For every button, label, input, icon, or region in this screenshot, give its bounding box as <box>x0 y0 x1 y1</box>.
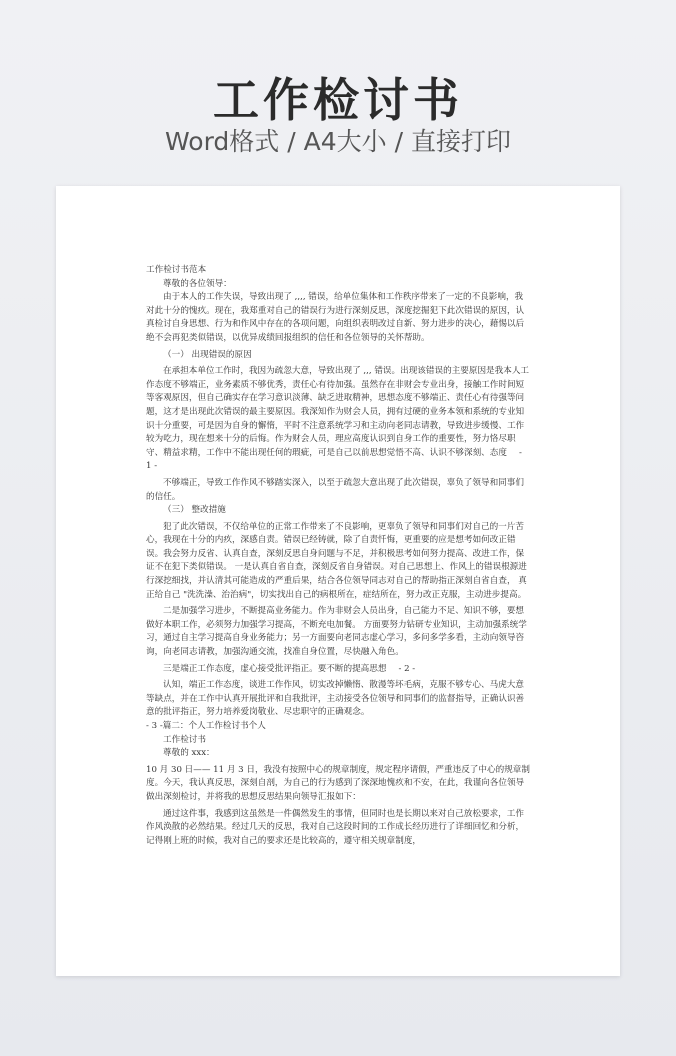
paragraph-measures: 犯了此次错误，不仅给单位的正常工作带来了不良影响，更辜负了领导和同事们对自己的一片苦心，我现在十分的内疚，深感自责。错误已经铸就，除了自责忏悔，更重要的应是想考如何改正错误。我会努力反省、认真自查，深刻反思自身问题与不足，并积极思考如何努力提高、改进工作，保证不在犯下类似错误。 一是认真自省自查，深刻反省自身错误。对自己思想上、作风上的错误根源进行深挖细找，并认清其可能造成的严重后果，结合各位领导同志对自己的帮助指正深刻自省自查， 真正给自己 "洗洗澡、治治病"，切实找出自己的病根所在，症结所在，努力改正克服，主动进步提高。 <box>146 521 527 600</box>
page-3-header: - 3 -篇二：个人工作检讨书个人 <box>146 721 266 731</box>
paragraph-attitude-text: 三是端正工作态度，虚心接受批评指正。要不断的提高思想 <box>163 663 387 674</box>
document-page <box>56 186 620 976</box>
paragraph-reasons <box>146 365 530 474</box>
document-2-title: 工作检讨书 <box>163 734 206 745</box>
paragraph-reflection: 通过这件事，我感到这虽然是一件偶然发生的事情，但同时也是长期以来对自己放松要求，工作作风涣散的必然结果。经过几天的反思，我对自己这段时间的工作成长经历进行了详细回忆和分析，记得刚上班的时候，我对自己的要求还是比较高的，遵守相关规章制度， <box>146 808 525 846</box>
paragraph-attitude-head <box>146 663 530 677</box>
paragraph-reasons-text: 在承担本单位工作时，我因为疏忽大意，导致出现了 ,,, 错误。出现该错误的主要原因是我本人工作态度不够端正，业务素质不够优秀，责任心有待加强。虽然存在非财会专业出身，接触工作时间短等客观原因，但自己确实存在学习意识淡薄、缺乏进取精神，思想态度不够端正、责任心有待强等问题，这才是出现此次错误的最主要原因。我深知作为财会人员，拥有过硬的业务本领和系统的专业知识十分重要，可是因为自身的懈惰，平时不注意系统学习和主动向老同志请教，导致进步缓慢、工作较为吃力，现在想来十分的后悔。作为财会人员，理应高度认识到自身工作的重要性，努力恪尽职守、精益求精，工作中不能出现任何的瑕疵，可是自己以前思想觉悟不高、认识不够深刻、态度 <box>146 366 530 458</box>
paragraph-leave: 10 月 30 日—— 11 月 3 日，我没有按照中心的规章制度，规定程序请假，严重违反了中心的规章制度。今天，我认真反思，深刻自剖，为自己的行为感到了深深地愧疚和不安，在此，我谨向各位领导做出深刻检讨，并将我的思想反思结果向领导汇报如下： <box>146 764 530 802</box>
paragraph-intro: 由于本人的工作失误，导致出现了 ,,,, 错误，给单位集体和工作秩序带来了一定的不良影响，我对此十分的愧疚。现在，我郑重对自己的错误行为进行深刻反思，深度挖掘犯下此次错误的原因，认真检讨自身思想、行为和作风中存在的各项问题，向组织表明改过自新、努力进步的决心，藉惕以后绝不会再犯类似错误，以优异成绩回报组织的信任和各位领导的关怀帮助。 <box>146 292 525 343</box>
paragraph-reasons-cont: 不够端正，导致工作作风不够踏实深入，以至于疏忽大意出现了此次错误，辜负了领导和同事们的信任。 <box>146 477 524 502</box>
section-heading-measures: （三） 整改措施 <box>163 505 226 516</box>
page-number-2: - 2 - <box>398 663 416 674</box>
banner-title: 工作检讨书 <box>213 73 463 127</box>
section-heading-reasons: （一） 出现错误的原因 <box>163 349 252 360</box>
banner-subtitle: Word格式 / A4大小 / 直接打印 <box>165 127 511 156</box>
salutation-2: 尊敬的 xxx： <box>163 748 215 759</box>
paragraph-attitude: 认知，端正工作态度，谈进工作作风，切实改掉懒惰、散漫等坏毛病，克服不够专心、马虎大意等缺点，并在工作中认真开展批评和自我批评，主动接受各位领导和同事们的监督指导，正确认识善意的批评指正，努力培养爱岗敬业、尽忠职守的正确观念。 <box>146 680 525 718</box>
paragraph-study: 二是加强学习进步，不断提高业务能力。作为非财会人员出身，自己能力不足、知识不够，要想做好本职工作，必须努力加强学习提高，不断充电加餐。 方面要努力钻研专业知识，主动加强系统学习，通过自主学习提高自身业务能力；另一方面要向老同志虚心学习，多问多学多看，主动向领导咨询，向老同志请教，加强沟通交流，找准自身位置，尽快融入角色。 <box>146 606 527 658</box>
salutation: 尊敬的各位领导： <box>163 278 232 289</box>
document-title: 工作检讨书范本 <box>146 265 207 275</box>
document-body <box>146 264 530 848</box>
page-number-1: - 1 - <box>146 447 522 472</box>
